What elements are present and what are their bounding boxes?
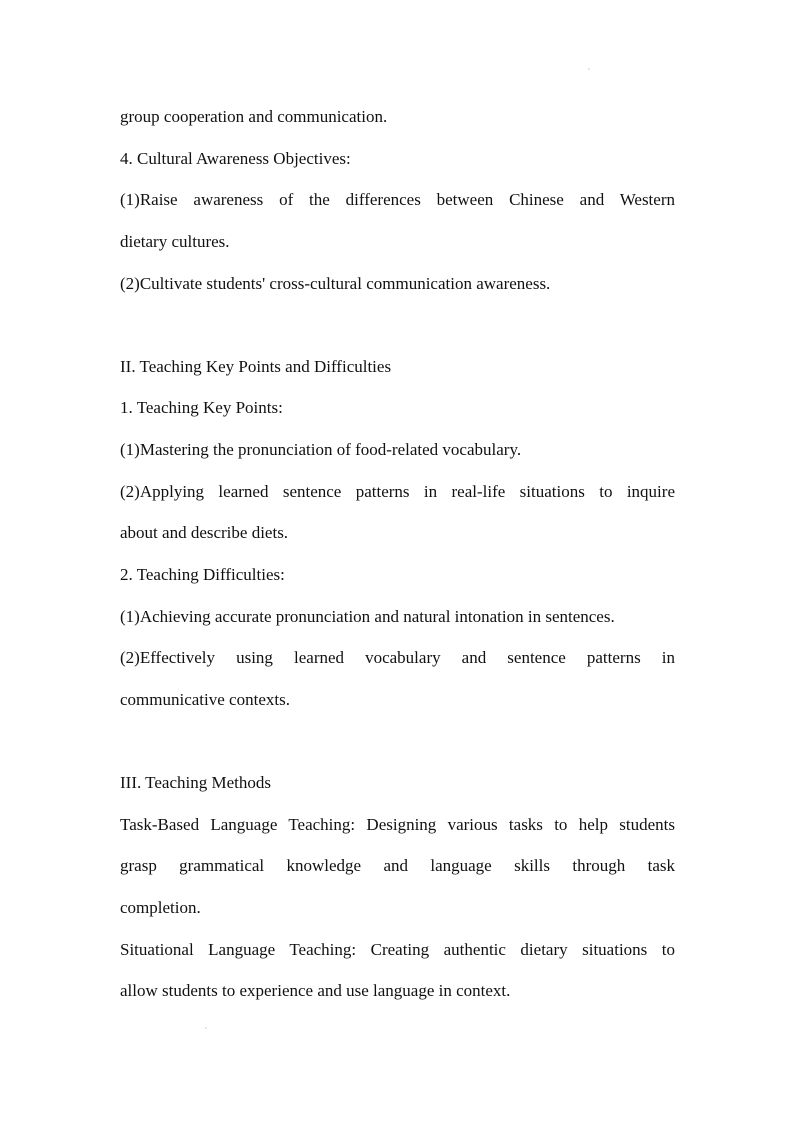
paragraph-line: (1)Mastering the pronunciation of food-related vocabulary. [120,440,522,459]
section-subheading: 1. Teaching Key Points: [120,398,283,417]
paragraph-line: (1)Raise awareness of the differences between Chinese and Western [120,190,675,209]
scan-mark-bottom [205,1027,207,1029]
paragraph-line: Situational Language Teaching: Creating authentic dietary situations to [120,940,675,959]
section-subheading: 4. Cultural Awareness Objectives: [120,149,351,168]
paragraph-line: grasp grammatical knowledge and language skills through task [120,856,675,875]
paragraph-line: dietary cultures. [120,232,230,251]
paragraph-line: (2)Effectively using learned vocabulary and sentence patterns in [120,648,675,667]
paragraph-line: (1)Achieving accurate pronunciation and natural intonation in sentences. [120,607,615,626]
section-heading: II. Teaching Key Points and Difficulties [120,357,392,376]
paragraph-line: group cooperation and communication. [120,107,388,126]
paragraph-line: (2)Applying learned sentence patterns in real-life situations to inquire [120,482,675,501]
scan-mark-top [588,68,590,70]
paragraph-line: communicative contexts. [120,690,290,709]
section-heading: III. Teaching Methods [120,773,271,792]
paragraph-line: (2)Cultivate students' cross-cultural communication awareness. [120,274,551,293]
paragraph-line: allow students to experience and use language in context. [120,981,511,1000]
paragraph-line: about and describe diets. [120,523,289,542]
paragraph-line: completion. [120,898,201,917]
paragraph-line: Task-Based Language Teaching: Designing various tasks to help students [120,815,675,834]
section-subheading: 2. Teaching Difficulties: [120,565,285,584]
